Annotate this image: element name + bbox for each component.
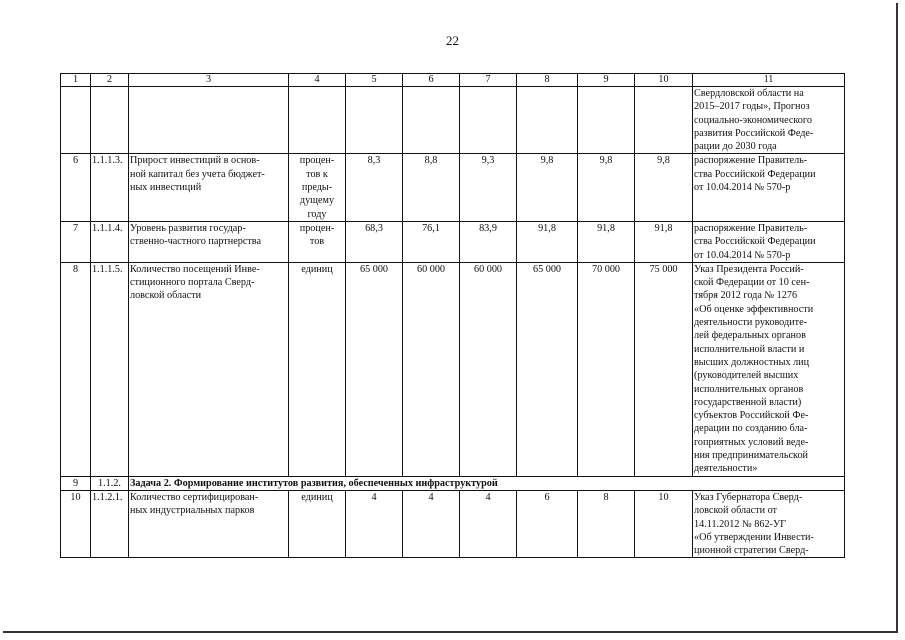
row-number: 8 (61, 262, 91, 476)
indicator-name: Прирост инвестиций в основ- ной капитал без учета бюджет- ных инвестиций (129, 154, 289, 221)
value-cell: 65 000 (517, 262, 578, 476)
unit: процен- тов к преды- дущему году (289, 154, 346, 221)
item-code: 1.1.1.4. (91, 221, 129, 262)
value-cell: 10 (635, 490, 693, 557)
legal-basis-cell: распоряжение Правитель- ства Российской Федерации от 10.04.2014 № 570-р (693, 154, 845, 221)
value-cell: 9,8 (635, 154, 693, 221)
header-cell: 8 (517, 74, 578, 87)
value-cell: 60 000 (403, 262, 460, 476)
unit: процен- тов (289, 221, 346, 262)
table-row (61, 154, 845, 221)
unit: единиц (289, 262, 346, 476)
value-cell: 8,8 (403, 154, 460, 221)
header-cell: 2 (91, 74, 129, 87)
header-cell: 10 (635, 74, 693, 87)
indicator-name: Уровень развития государ- ственно-частного партнерства (129, 221, 289, 262)
value-cell: 75 000 (635, 262, 693, 476)
unit: единиц (289, 490, 346, 557)
value-cell: 91,8 (578, 221, 635, 262)
indicators-table (60, 73, 845, 558)
value-cell: 4 (460, 490, 517, 557)
item-code: 1.1.1.5. (91, 262, 129, 476)
item-code: 1.1.2. (91, 476, 129, 490)
header-cell: 5 (346, 74, 403, 87)
task-row (61, 476, 845, 490)
value-cell: 8 (578, 490, 635, 557)
indicator-name: Количество сертифицирован- ных индустриальных парков (129, 490, 289, 557)
legal-basis-cell: Свердловской области на 2015–2017 годы», Прогноз социально-экономического развития Российской Феде- рации до 2030 года (693, 87, 845, 154)
header-row (61, 74, 845, 87)
row-number: 7 (61, 221, 91, 262)
header-cell: 9 (578, 74, 635, 87)
value-cell: 6 (517, 490, 578, 557)
value-cell: 8,3 (346, 154, 403, 221)
header-cell: 6 (403, 74, 460, 87)
value-cell: 76,1 (403, 221, 460, 262)
indicator-name: Количество посещений Инве- стиционного портала Сверд- ловской области (129, 262, 289, 476)
header-cell: 11 (693, 74, 845, 87)
item-code: 1.1.2.1. (91, 490, 129, 557)
header-cell: 7 (460, 74, 517, 87)
header-cell: 3 (129, 74, 289, 87)
value-cell: 60 000 (460, 262, 517, 476)
value-cell: 65 000 (346, 262, 403, 476)
header-cell: 4 (289, 74, 346, 87)
value-cell: 9,3 (460, 154, 517, 221)
item-code: 1.1.1.3. (91, 154, 129, 221)
value-cell: 91,8 (635, 221, 693, 262)
value-cell: 83,9 (460, 221, 517, 262)
value-cell: 4 (346, 490, 403, 557)
legal-basis-cell: Указ Губернатора Сверд- ловской области от 14.11.2012 № 862-УГ «Об утверждении Инвести- ционной стратегии Сверд- (693, 490, 845, 557)
row-number: 9 (61, 476, 91, 490)
table-row (61, 221, 845, 262)
page-number: 22 (446, 33, 459, 48)
legal-basis-cell: распоряжение Правитель- ства Российской Федерации от 10.04.2014 № 570-р (693, 221, 845, 262)
row-number: 6 (61, 154, 91, 221)
value-cell: 70 000 (578, 262, 635, 476)
task-title: Задача 2. Формирование институтов развития, обеспеченных инфраструктурой (129, 476, 845, 490)
table-row (61, 262, 845, 476)
header-cell: 1 (61, 74, 91, 87)
value-cell: 9,8 (578, 154, 635, 221)
table-row-continuation (61, 87, 845, 154)
row-number: 10 (61, 490, 91, 557)
table-row (61, 490, 845, 557)
value-cell: 68,3 (346, 221, 403, 262)
legal-basis-cell: Указ Президента Россий- ской Федерации от 10 сен- тября 2012 года № 1276 «Об оценке эффективности деятельности руководите- лей федеральных органов исполнительной власти и высших должностных лиц (руководителей высших исполнительных органов государственной власти) субъектов Российской Фе- дерации по созданию бла- гоприятных условий веде- ния предпринимательской деятельности» (693, 262, 845, 476)
value-cell: 4 (403, 490, 460, 557)
value-cell: 9,8 (517, 154, 578, 221)
value-cell: 91,8 (517, 221, 578, 262)
